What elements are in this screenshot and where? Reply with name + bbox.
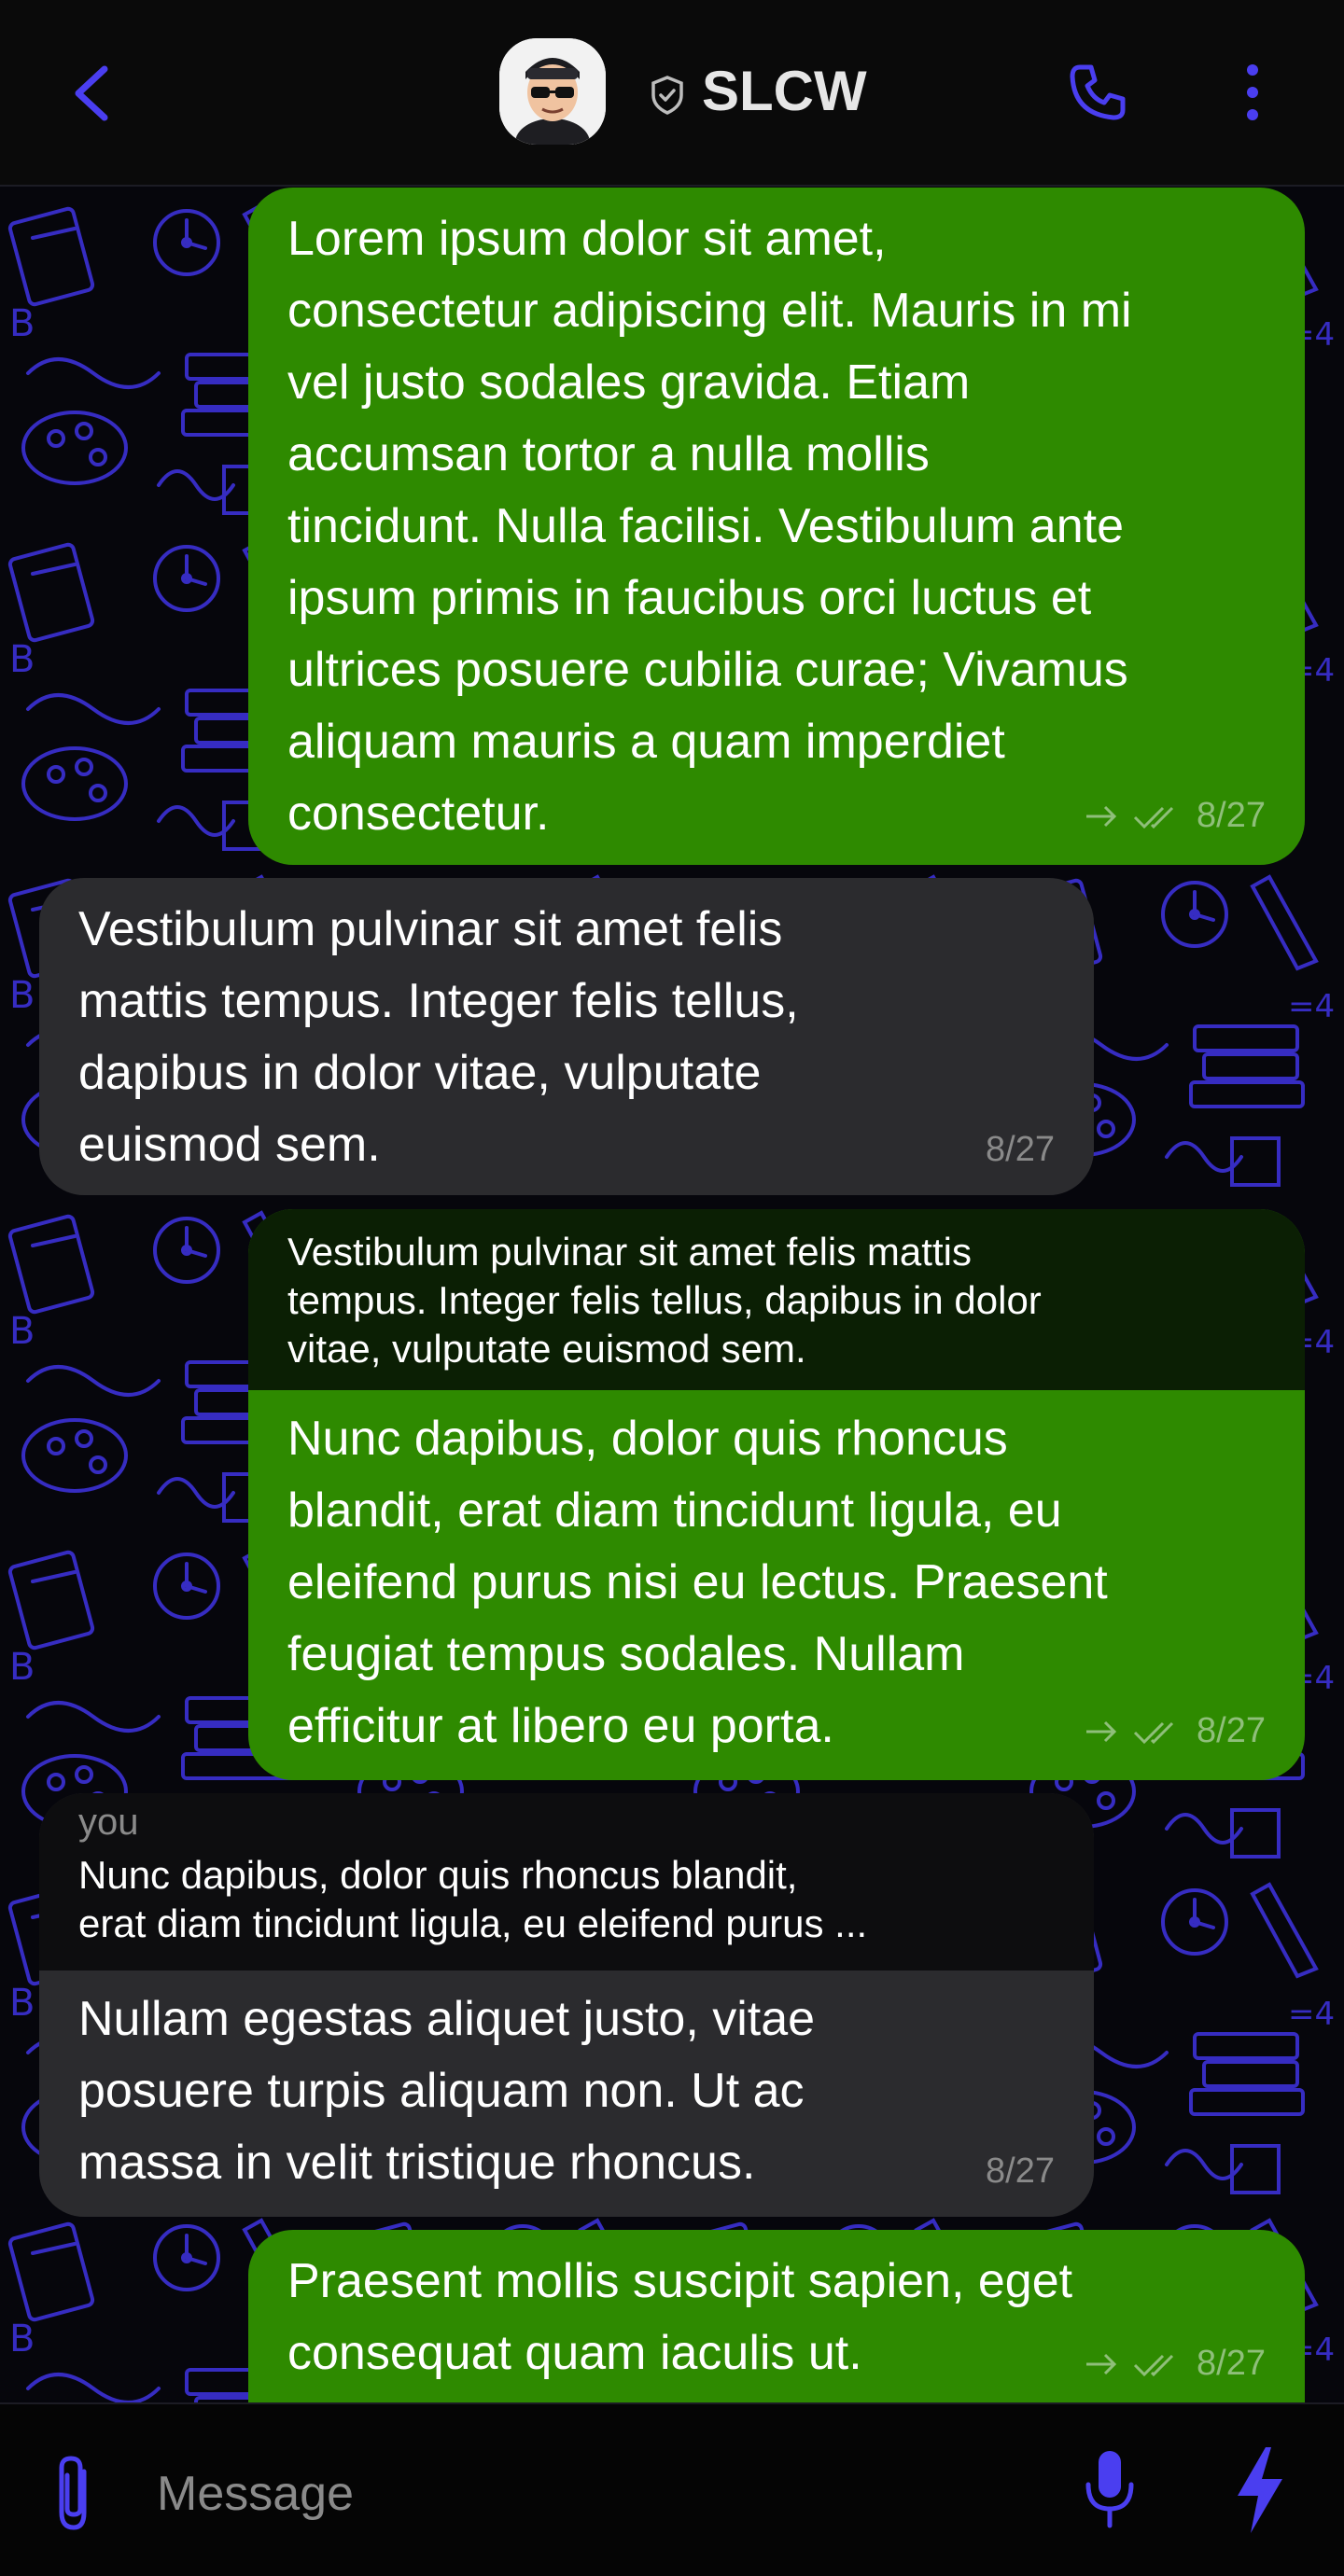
message-bubble-outgoing[interactable] <box>248 188 1305 865</box>
message-composer <box>0 2402 1344 2576</box>
more-vertical-icon[interactable] <box>1234 62 1271 123</box>
message-text: Vestibulum pulvinar sit amet felis mattis tempus. Integer felis tellus, dapibus in dolor vitae, vulputate euismod sem. <box>78 902 799 1172</box>
message-meta <box>986 2151 1055 2192</box>
avatar[interactable] <box>499 38 606 145</box>
message-input[interactable] <box>155 2453 999 2535</box>
reply-quote[interactable] <box>39 1793 1094 1970</box>
message-time: 8/27 <box>986 1130 1055 1169</box>
message-meta <box>1083 796 1266 836</box>
message-bubble-incoming[interactable] <box>39 878 1094 1195</box>
forward-arrow-icon <box>1083 2350 1120 2378</box>
quote-text: Vestibulum pulvinar sit amet felis mattis tempus. Integer felis tellus, dapibus in dolor vitae, vulputate euismod sem. <box>287 1230 1042 1371</box>
double-check-icon <box>1131 802 1185 830</box>
message-time: 8/27 <box>1197 796 1266 835</box>
paperclip-icon[interactable] <box>49 2453 99 2533</box>
double-check-icon <box>1131 2350 1185 2378</box>
message-bubble-outgoing[interactable] <box>248 1209 1305 1780</box>
forward-arrow-icon <box>1083 802 1120 830</box>
reply-quote[interactable] <box>248 1209 1305 1390</box>
forward-arrow-icon <box>1083 1718 1120 1746</box>
quote-author: you <box>78 1802 139 1843</box>
back-arrow-icon[interactable] <box>67 63 119 123</box>
message-meta <box>1083 2344 1266 2384</box>
chat-header <box>0 0 1344 187</box>
shield-icon <box>650 75 685 116</box>
message-bubble-incoming[interactable] <box>39 1793 1094 2217</box>
message-bubble-outgoing[interactable] <box>248 2230 1305 2402</box>
phone-icon[interactable] <box>1067 62 1128 123</box>
message-text: Praesent mollis suscipit sapien, eget consequat quam iaculis ut. <box>287 2254 1073 2380</box>
message-text: Lorem ipsum dolor sit amet, consectetur adipiscing elit. Mauris in mi vel justo sodales gravida. Etiam accumsan tortor a nulla mollis tincidunt. Nulla facilisi. Vestibulum ante ipsum primis in faucibus orci luctus et ultrices posuere cubilia curae; Vivamus aliquam mauris a quam imperdiet consectetur. <box>287 212 1132 841</box>
message-time: 8/27 <box>986 2151 1055 2191</box>
message-text: Nullam egestas aliquet justo, vitae posuere turpis aliquam non. Ut ac massa in velit tristique rhoncus. <box>78 1992 816 2190</box>
message-time: 8/27 <box>1197 2344 1266 2383</box>
message-text: Nunc dapibus, dolor quis rhoncus blandit, erat diam tincidunt ligula, eu eleifend purus nisi eu lectus. Praesent feugiat tempus sodales. Nullam efficitur at libero eu porta. <box>287 1412 1108 1753</box>
avatar-image <box>499 38 606 145</box>
message-list[interactable] <box>0 187 1344 2402</box>
double-check-icon <box>1131 1718 1185 1746</box>
message-time: 8/27 <box>1197 1711 1266 1750</box>
quote-text: Nunc dapibus, dolor quis rhoncus blandit, erat diam tincidunt ligula, eu eleifend purus ... <box>78 1853 868 1945</box>
chat-title[interactable]: SLCW <box>702 60 867 122</box>
message-meta <box>1083 1711 1266 1751</box>
message-meta <box>986 1130 1055 1170</box>
microphone-icon[interactable] <box>1079 2447 1141 2531</box>
lightning-icon[interactable] <box>1232 2445 1288 2535</box>
